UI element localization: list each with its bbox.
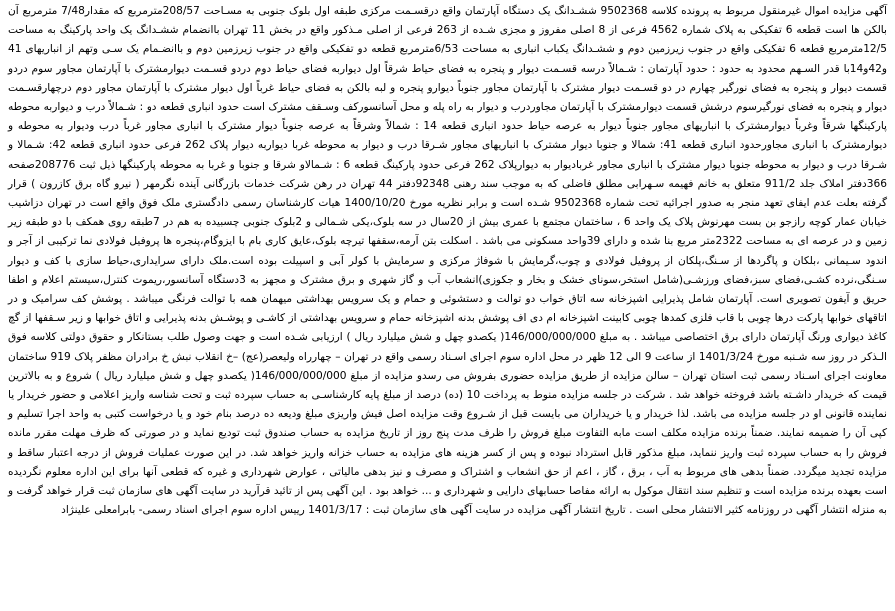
notice-body-text: آگهی مزایده اموال غیرمنقول مربوط به پرونده کلاسه 9502368 ششـدانگ یک دستگاه آپارتمان واقع درقسـمت مرکزی طبقه اول بلوک جنوبی به مسـاحت 208/57مترمربع که مقدار7/48 مترمربع آن بالکن ها است قطعه 6 تفکیکی به پلاک شماره 4562 فرعی از 8 اصلی مفروز و مجزی شـده از 263 فرعی از اصلی مـذکور واقع در بخش 11 تهران باانضمام ششـدانگ یک واحد پارکینگ به مساحت 12/5مترمربع قطعه 6 تفکیکی واقع در جنوب زیرزمین دوم و ششـدانگ یکباب انباری به مساحت 6/53مترمربع قطعه دو تفکیکی واقع در جنوب زیرزمین دوم و باانضـمام یک سـی وتهم از انباریهای 41 و42و14با قدر السـهم محدود به حدود : حدود آپارتمان : شـمالاً درسه قسـمت دیوار و پنجره به فضای حیاط شرقاً اول دیواربه فضای حیاط دوم دردو قسـمت دیوارمشترک با آپارتمان مجاور سوم دردو قسمت دیوار و پنجره به فضای نورگیر چهارم در دو قسـمت دیوار مشترک با آپارتمان مجاور جنوباً دیوارو پنجره و لبه بالکن به فضای حیاط غرباً اول دیوار مشترک با آپارتمان مجاور دوم درچهارقسـمت دیوار و پنجره به فضای نورگیرسوم درشش قسمت دیوارمشترک با آپارتمان مجاوردرب و دیوار به راه پله و محل آسانسورکف وسـقف مشترک است حدود انباری قطعه دو : شـمالاً درب و دیواربه محوطه پارکینگها شرقاً وغرباً دیوارمشترک با انباریهای مجاور جنوباً دیوار به عرصه حیاط حدود انباری قطعه 14 : شمالاً وشرقاً به عرصه جنوباً دیوار مشترک با انباری مجاور غرباً درب ودیوار به محوطه و دیوارمشترک با انباری مجاورحدود انباری قطعه 41: شمالا و جنوبا دیوار مشترک با انباریهای مجاور شـرقا درب و دیوار به محوطه غربا دیواربه دیوار پلاک 262 فرعی حدود انباری قطعه 42: شـمالا و شـرقا درب و دیوار به محوطه جنوبا دیوار مشترک با انباری مجاور غربادیوار به دیوارپلاک 262 فرعی حدود پارکینگ قطعه 6 : شـمالاو شرقا و جنوبا و غربا به محوطه پارکینگها ذیل ثبت 208776صفحه 366دفتر املاک جلد 911/2 متعلق به خانم فهیمه سـهرابی مطلق فاضلی که به موجب سند رهنی 92348دفتر 44 تهران در رهن شرکت خدمات بازرگانی آینده نگرمهر ( نیرو گاه برق کازرون ) قرار گرفته بعلت عدم ایفای تعهد منجر به صدور اجرائیه تحت شماره 9502368 شـده است و برابر نظریه مورخ 1400/10/20 هیات کارشناسان رسمی دادگستری ملک فوق واقع است در تهران دزاشیب خیابان عمار کوچه رازجو بن بست مهرنوش پلاک یک واحد 6 ، ساختمان مجتمع با عمری بیش از 20سال در سه بلوک،یکی شـمالی و 2بلوک جنوبی چسبیده به هم در 7طبقه روی همکف با دو طبقه زیر زمین و در عرصه ای به مساحت 2322متر مربع بنا شده و دارای 39واحد مسکونی می باشد . اسکلت بتن آرمه،سقفها تیرچه بلوک،عایق کاری بام با ایزوگام،پنجره ها پروفیل فولادی نما ترکیبی از آجر و اندود سـیمانی ،بلکان و پاگردها از سـنگ،پلکان از پروفیل فولادی و چوب،گرمایش با شوفاژ مرکزی و سرمایش با کولر آبی و اسپیلت بوده است.ملک دارای سرایداری،حیاط سازی با کف و دیوار سـنگی،نرده کشـی،فضای سبز،فضای ورزشـی(شامل استخر،سونای خشک و بخار و جکوزی)انشعاب آب و گاز شهری و برق مشترک و مجهز به 3دستگاه آسانسور،ریموت کنترل،سیستم اعلام و اطفا حریق و آیفون تصویری است. آپارتمان شامل پذیرایی اشپزخانه سه اتاق خواب دو توالت و دستشوئی و حمام و یک سرویس بهداشتی میهمان همه با توالت فرنگی میباشد . پوشش کف سرامیک و در اتاقهای خوابها پارکت درها چوبی با قاب فلزی کمدها چوبی کابینت اشپزخانه ام دی اف پوشش بدنه اشپزخانه حمام و سرویس بهداشتی از کاشـی و پوشـش بدنه پذیرایی و اتاق خوابها و زیر سـقفها از گچ کاغذ دیواری ورنگ آپارتمان دارای برق اختصاصی میباشد . به مبلغ 146/000/000/000( یکصدو چهل و شش میلیارد ریال ) ارزیابی شـده است و جهت وصول طلب بستانکار و حقوق دولتی کلاسه فوق الـذکر در روز سه شـنبه مورخ 1401/3/24 از ساعت 9 الی 12 ظهر در محل اداره سوم اجرای اسـناد رسمی واقع در تهران – چهارراه ولیعصر(عج) –خ انقلاب نبش خ برادران مظفر پلاک 919 ساختمان معاونت اجرای اسـناد رسمی ثبت استان تهران – سالن مزایده از طریق مزایده حضوری بفروش می رسدو مزایده از مبلغ 146/000/000/000( یکصدو چهل و شش میلیارد ریال ) شروع و به بالاترین قیمت که خریدار داشـته باشد فروخته خواهد شد . شرکت در جلسه مزایده منوط به پرداخت 10 (ده) درصد از مبلغ پایه کارشناسـی به حساب سپرده ثبت و تحت شناسه واریز اعلامی و حضور خریدار یا نماینده قانونی او در جلسه مزایده می باشد. لذا خریدار و یا خریداران می بایست قبل از شـروع وقت مزایده اصل فیش واریزی مبلغ ودیعه ده درصد بنام خود و یا درخواست کتبی به واحد اجرا تسلیم و کپی آن را ضمیمه نمایند. ضمناً برنده مزایده مکلف است مابه التفاوت مبلغ فروش را ظرف مدت پنج روز از تاریخ مزایده به حساب صندوق ثبت تودیع نماید و در صورتی که ظرف مهلت مقرر مانده فروش را به حساب سپرده ثبت واریز ننماید، مبلغ مذکور قابل استرداد نبوده و پس از کسر هزینه های مزایده به حساب خزانه واریز خواهد شد. در این صورت عملیات فروش از درجه اعتبار ساقط و مزایده تجدید میگردد. ضمناً بدهی های مربوط به آب ، برق ، گاز ، اعم از حق انشعاب و اشتراک و مصرف و نیز بدهی مالیاتی ، عوارض شهرداری و غیره که قطعی آنها برای این اداره معلوم نگردیده است بعهده برنده مزایده است و تنظیم سند انتقال موکول به ارائه مفاصا حسابهای دارایی و شهرداری و ... خواهد بود . این آگهی پس از تائید قرآرید در سایت آگهی های سازمان ثبت قرار خواهد گرفت و به منزله انتشار آگهی در روزنامه کثیر الانتشار محلی است . تاریخ انتشار آگهی مزایده در سایت آگهی های سازمان ثبت : 1401/3/17 رییس اداره سوم اجرای اسناد رسمی- بابرامعلی علینژاد: [8, 5, 888, 517]
